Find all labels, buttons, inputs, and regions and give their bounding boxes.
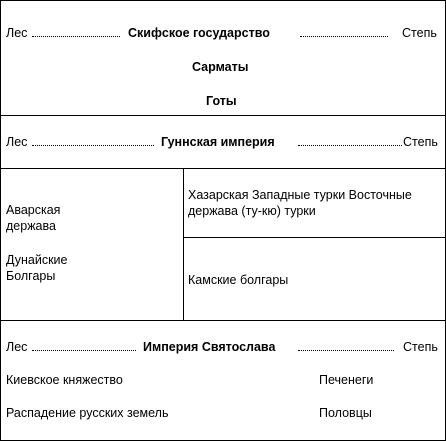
row1-right-label: Степь [402,26,437,40]
row-divider-3 [0,320,446,321]
row4-dots-right [298,349,394,351]
row2-left-label: Лес [6,135,28,149]
row1-dots-right [300,35,388,37]
row3-avar-khaganate: Аварская держава [6,203,61,233]
row-divider-2 [0,168,446,169]
row4-pechenegs: Печенеги [319,373,374,387]
row3-khazar-turks: Хазарская Западные турки Восточные держава (ту-кю) турки [188,188,412,218]
row3-horizontal-divider [183,237,446,238]
row1-line3: Готы [206,94,237,108]
table-border-left [0,0,1,441]
row4-polovtsy: Половцы [319,406,372,420]
row4-title: Империя Святослава [143,340,276,354]
row2-dots-left [32,144,154,146]
row4-left-label: Лес [6,340,28,354]
row4-kiev-principality: Киевское княжество [6,373,123,387]
row-divider-1 [0,115,446,116]
row4-fragmentation: Распадение русских земель [6,406,169,420]
table-border-top [0,0,446,1]
row1-title: Скифское государство [128,26,270,40]
row1-line2: Сарматы [192,60,249,74]
row2-title: Гуннская империя [161,135,275,149]
row1-dots-left [32,35,120,37]
row3-vertical-divider [183,168,184,320]
row2-dots-right [298,144,402,146]
row3-kama-bulgars: Камские болгары [188,273,289,287]
row3-danube-bulgars: Дунайские Болгары [6,253,68,283]
row2-right-label: Степь [403,135,438,149]
row1-left-label: Лес [6,26,28,40]
row4-dots-left [32,349,136,351]
row4-right-label: Степь [403,340,438,354]
